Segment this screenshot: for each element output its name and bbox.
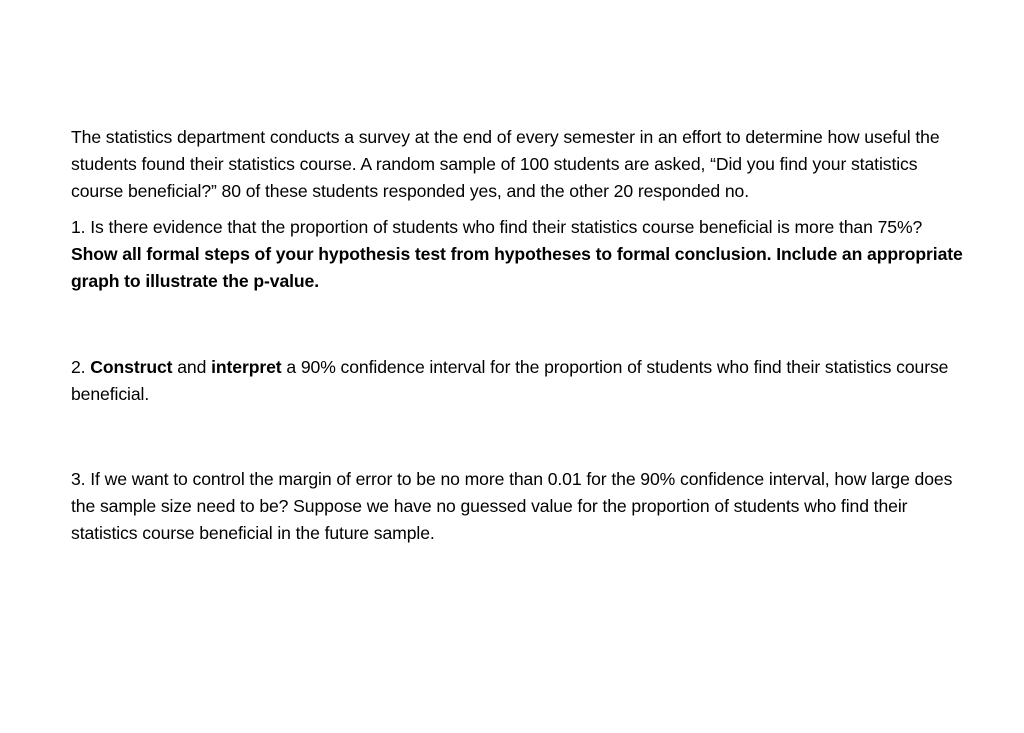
intro-paragraph: The statistics department conducts a survey at the end of every semester in an effort to determine how useful the students found their statistics course. A random sample of 100 students are asked, “Did you find your statistics course beneficial?” 80 of these students responded yes, and the other 20 responded no. xyxy=(71,127,940,201)
question-2 xyxy=(71,354,966,408)
question-2-and: and xyxy=(172,357,212,377)
question-3: 3. If we want to control the margin of error to be no more than 0.01 for the 90% confidence interval, how large does the sample size need to be? Suppose we have no guessed value for the proportion of students who find their statistics course beneficial in the future sample. xyxy=(71,469,953,543)
document-body xyxy=(71,124,966,547)
question-1-instructions: Show all formal steps of your hypothesis test from hypotheses to formal conclusion. Include an appropriate graph to illustrate the p-value. xyxy=(71,244,963,291)
question-2-number: 2. xyxy=(71,357,91,377)
question-2-construct: Construct xyxy=(90,357,173,377)
question-1 xyxy=(71,214,966,295)
question-2-interpret: interpret xyxy=(211,357,282,377)
question-1-text: 1. Is there evidence that the proportion of students who find their statistics course beneficial is more than 75%? xyxy=(71,217,923,237)
question-2-rest: a 90% confidence interval for the proportion of students who find their statistics course beneficial. xyxy=(71,357,949,404)
